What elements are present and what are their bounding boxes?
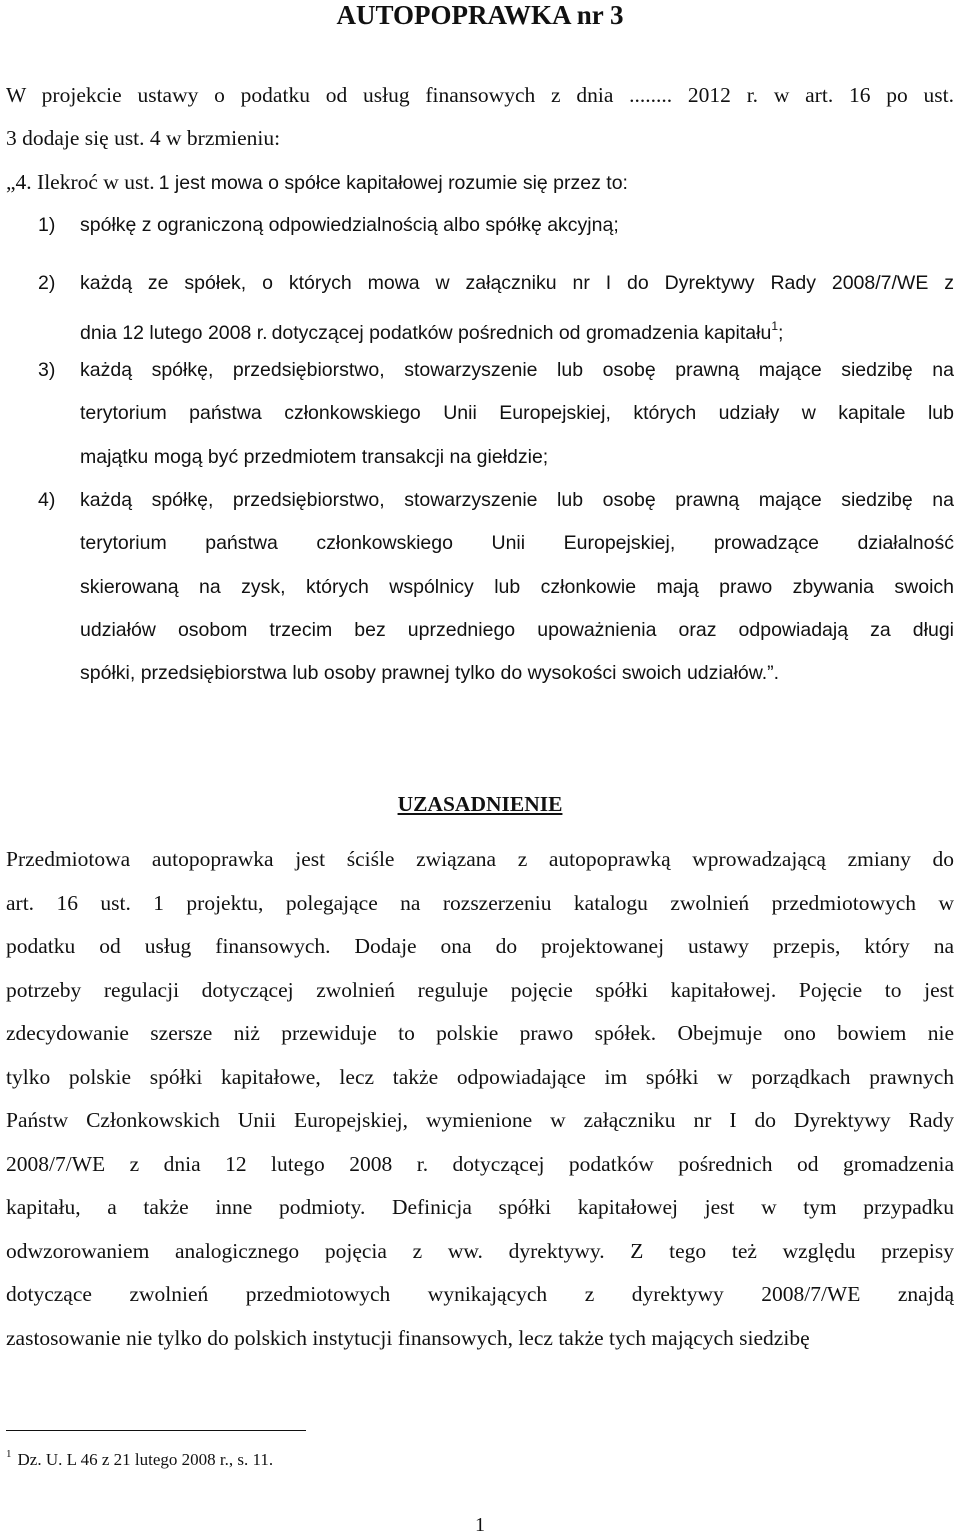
item-2-number: 2) [38, 272, 56, 294]
item-1-text: spółkę z ograniczoną odpowiedzialnością albo spółkę akcyjną; [80, 214, 619, 236]
item-3-line-2: terytorium państwa członkowskiego Unii Europejskiej, których udziały w kapitale lub [80, 402, 954, 424]
document-title: AUTOPOPRAWKA nr 3 [336, 0, 624, 30]
item-2-directive-title: dotyczącej podatków pośrednich od gromadzenia kapitału [271, 322, 772, 344]
page-number: 1 [475, 1514, 485, 1536]
footnote-text: Dz. U. L 46 z 21 lutego 2008 r., s. 11. [17, 1450, 274, 1469]
intro-line-1: W projekcie ustawy o podatku od usług finansowych z dnia ........ 2012 r. w art. 16 po ust. [6, 83, 954, 107]
item-2-line-1: każdą ze spółek, o których mowa w załączniku nr I do Dyrektywy Rady 2008/7/WE z [80, 272, 954, 294]
footnote [6, 1441, 273, 1473]
justification-heading: UZASADNIENIE [397, 792, 563, 816]
justification-line: art. 16 ust. 1 projektu, polegające na rozszerzeniu katalogu zwolnień przedmiotowych w [6, 890, 954, 915]
justification-line: potrzeby regulacji dotyczącej zwolnień reguluje pojęcie spółki kapitałowej. Pojęcie to jest [6, 977, 954, 1002]
item-4-line-2: terytorium państwa członkowskiego Unii Europejskiej, prowadzące działalność [80, 532, 954, 554]
justification-line: Przedmiotowa autopoprawka jest ściśle związana z autopoprawką wprowadzającą zmiany do [6, 847, 954, 871]
item-2-date: dnia 12 lutego 2008 r. [80, 322, 268, 344]
item-4-line-5: spółki, przedsiębiorstwa lub osoby prawnej tylko do wysokości swoich udziałów.”. [80, 662, 780, 684]
footnote-separator [6, 1430, 306, 1431]
item-4-line-3: skierowaną na zysk, których wspólnicy lub członkowie mają prawo zbywania swoich [80, 576, 954, 598]
footnote-reference: 1 [771, 319, 778, 333]
item-2-line-2 [80, 311, 783, 348]
item-3-number: 3) [38, 359, 56, 381]
item-4-line-1: każdą spółkę, przedsiębiorstwo, stowarzyszenie lub osobę prawną mające siedzibę na [80, 489, 954, 511]
item-1-number: 1) [38, 214, 56, 236]
provision-lead [6, 167, 628, 198]
justification-line: 2008/7/WE z dnia 12 lutego 2008 r. dotyczącej podatków pośrednich od gromadzenia [6, 1151, 954, 1176]
justification-line: Państw Członkowskich Unii Europejskiej, wymienione w załączniku nr I do Dyrektywy Rady [6, 1108, 954, 1132]
justification-line: zastosowanie nie tylko do polskich instytucji finansowych, lecz także tych mających siedzibę [6, 1325, 810, 1350]
item-3-line-1: każdą spółkę, przedsiębiorstwo, stowarzyszenie lub osobę prawną mające siedzibę na [80, 359, 954, 381]
provision-lead-part-1: „4. Ilekroć w ust. [6, 170, 155, 194]
justification-line: tylko polskie spółki kapitałowe, lecz także odpowiadające im spółki w porządkach prawnych [6, 1064, 954, 1089]
intro-line-2: 3 dodaje się ust. 4 w brzmieniu: [6, 126, 281, 150]
justification-line: kapitału, a także inne podmioty. Definicja spółki kapitałowej jest w tym przypadku [6, 1195, 954, 1219]
justification-line: podatku od usług finansowych. Dodaje ona do projektowanej ustawy przepis, który na [6, 934, 954, 958]
item-2-line-end: ; [778, 322, 784, 344]
item-4-line-4: udziałów osobom trzecim bez uprzedniego upoważnienia oraz odpowiadają za długi [80, 619, 954, 641]
footnote-marker: 1 [6, 1448, 12, 1460]
justification-line: dotyczące zwolnień przedmiotowych wynikających z dyrektywy 2008/7/WE znajdą [6, 1282, 954, 1306]
justification-line: zdecydowanie szersze niż przewiduje to polskie prawo spółek. Obejmuje ono bowiem nie [6, 1021, 954, 1045]
item-3-line-3: majątku mogą być przedmiotem transakcji na giełdzie; [80, 446, 549, 468]
provision-lead-part-2: 1 jest mowa o spółce kapitałowej rozumie się przez to: [158, 172, 628, 194]
item-4-number: 4) [38, 489, 56, 511]
justification-line: odwzorowaniem analogicznego pojęcia z ww. dyrektywy. Z tego też względu przepisy [6, 1238, 954, 1263]
